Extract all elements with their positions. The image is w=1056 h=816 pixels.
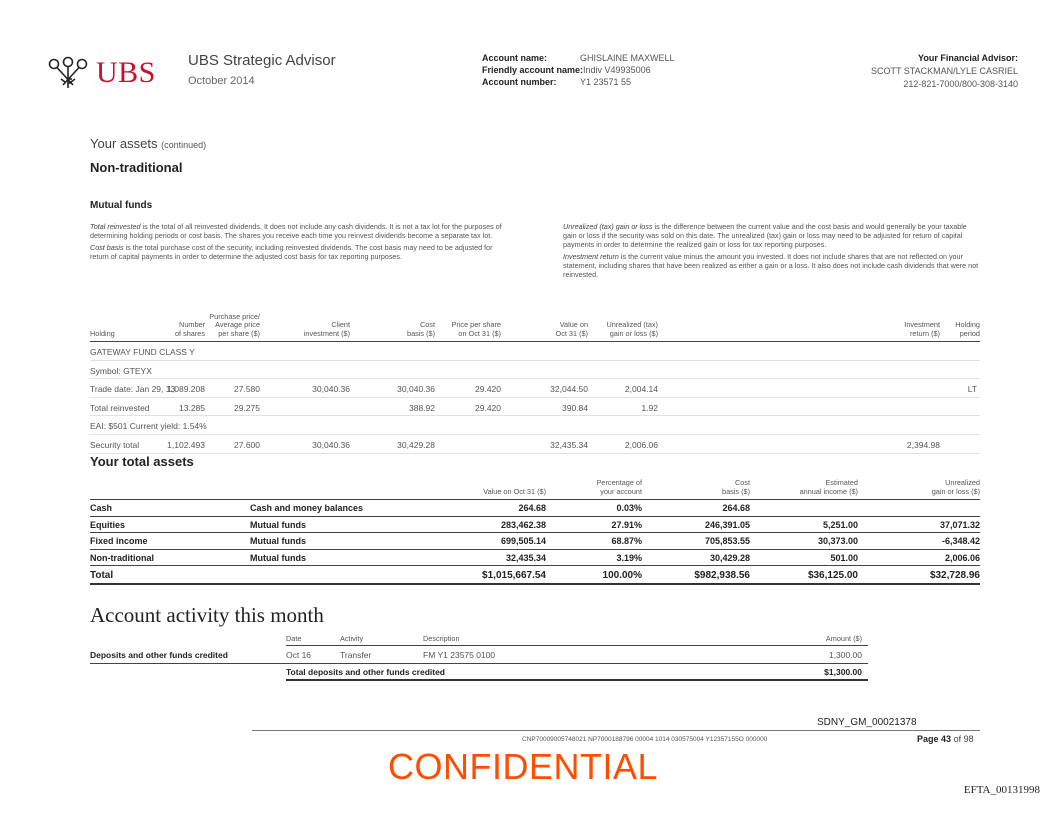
activity-total-label: Total deposits and other funds credited xyxy=(286,667,445,677)
value-cell: 32,435.34 xyxy=(550,439,588,450)
total-gain: $32,728.96 xyxy=(929,570,980,582)
cost-basis-cell: 246,391.05 xyxy=(704,519,750,530)
percentage-cell: 27.91% xyxy=(611,519,642,530)
product-name: UBS Strategic Advisor xyxy=(188,52,336,69)
shares-cell: 13.285 xyxy=(179,402,205,413)
value-cell: 264.68 xyxy=(518,503,546,513)
account-row xyxy=(482,76,675,88)
definition-text: is the current value minus the amount you invested. It does not include shares that are not reflected on your statement, including shares that have been realized as either a gain or a loss. It also does not include cash dividends that were not reinvested. xyxy=(563,252,979,279)
total-assets-header xyxy=(90,474,980,500)
account-label: Account number: xyxy=(482,77,557,87)
col-cost-basis: Cost basis ($) xyxy=(407,320,435,338)
asset-class-row xyxy=(90,550,980,567)
definition-term: Investment return xyxy=(563,252,619,261)
cost-basis-cell: 30,429.28 xyxy=(709,552,750,563)
total-cost-basis: $982,938.56 xyxy=(694,570,750,582)
holding-cell: Total reinvested xyxy=(90,402,150,413)
col-gain: Unrealized (tax) gain or loss ($) xyxy=(606,320,658,338)
value-cell: 32,044.50 xyxy=(550,384,588,395)
percentage-cell: 3.19% xyxy=(616,552,642,563)
activity-header xyxy=(90,632,868,646)
return-cell: 2,394.98 xyxy=(906,439,940,450)
col-holding: Holding xyxy=(90,328,115,338)
col-amount: Amount ($) xyxy=(825,634,862,643)
price-cell: 29.420 xyxy=(475,384,501,395)
total-assets-body xyxy=(90,500,980,566)
section-heading: Non-traditional xyxy=(90,160,183,175)
statement-period: October 2014 xyxy=(188,75,255,87)
activity-total-amount: $1,300.00 xyxy=(824,667,862,677)
percentage-cell: 0.03% xyxy=(616,503,642,513)
cost-basis-cell: 30,429.28 xyxy=(397,439,435,450)
gain-cell: 2,004.14 xyxy=(624,384,658,395)
col-price: Price per share on Oct 31 ($) xyxy=(451,320,501,338)
type-cell: Mutual funds xyxy=(250,519,306,530)
type-cell: Mutual funds xyxy=(250,552,306,563)
definition xyxy=(90,222,502,240)
avg-price-cell: 29.275 xyxy=(234,402,260,413)
definition-term: Unrealized (tax) gain or loss xyxy=(563,222,653,231)
shares-cell: 1,089.208 xyxy=(167,384,205,395)
value-cell: 390.84 xyxy=(562,402,588,413)
col-estimated-income: Estimated annual income ($) xyxy=(799,478,858,496)
definition-term: Total reinvested xyxy=(90,222,141,231)
footer-divider xyxy=(252,730,980,731)
gain-cell: 1.92 xyxy=(641,402,658,413)
income-cell: 501.00 xyxy=(830,552,858,563)
client-investment-cell: 30,040.36 xyxy=(312,439,350,450)
holding-row xyxy=(90,398,980,417)
definition-term: Cost basis xyxy=(90,243,124,252)
shares-cell: 1,102.493 xyxy=(167,439,205,450)
category-cell: Cash xyxy=(90,503,113,513)
confidential-stamp: CONFIDENTIAL xyxy=(388,746,659,787)
income-cell: 30,373.00 xyxy=(817,536,858,547)
ubs-logo xyxy=(46,55,156,91)
holding-row xyxy=(90,379,980,398)
assets-continued: (continued) xyxy=(161,140,207,150)
cost-basis-cell: 388.92 xyxy=(409,402,435,413)
assets-title: Your assets xyxy=(90,136,158,151)
account-label: Account name: xyxy=(482,53,548,63)
col-value: Value on Oct 31 ($) xyxy=(483,486,546,496)
advisor-phone: 212-821-7000/800-308-3140 xyxy=(903,79,1018,89)
col-value: Value on Oct 31 ($) xyxy=(555,320,588,338)
account-value: Indiv V49935006 xyxy=(583,65,651,75)
col-period: Holding period xyxy=(955,320,980,338)
holding-cell: Security total xyxy=(90,439,140,450)
holding-row xyxy=(90,435,980,454)
col-unrealized-gain: Unrealized gain or loss ($) xyxy=(931,478,980,496)
activity-table xyxy=(90,632,868,681)
col-activity: Activity xyxy=(340,634,364,643)
col-client-investment: Client investment ($) xyxy=(303,320,350,338)
advisor-title: Your Financial Advisor: xyxy=(917,53,1018,63)
financial-advisor xyxy=(871,52,1018,91)
account-row xyxy=(482,64,675,76)
logo-wordmark: UBS xyxy=(96,56,156,89)
col-return: Investment return ($) xyxy=(904,320,940,338)
col-percentage: Percentage of your account xyxy=(596,478,642,496)
gain-cell: -6,348.42 xyxy=(941,536,980,547)
account-value: Y1 23571 55 xyxy=(580,77,632,87)
cost-basis-cell: 264.68 xyxy=(722,503,750,513)
income-cell: 5,251.00 xyxy=(822,519,858,530)
activity-type: Transfer xyxy=(340,650,372,660)
client-investment-cell: 30,040.36 xyxy=(312,384,350,395)
page-total: of 98 xyxy=(953,734,974,744)
account-label: Friendly account name: xyxy=(482,65,584,75)
definitions-right xyxy=(563,222,981,282)
cost-basis-cell: 705,853.55 xyxy=(704,536,750,547)
definition xyxy=(563,222,981,249)
gain-cell: 37,071.32 xyxy=(939,519,980,530)
category-cell: Non-traditional xyxy=(90,552,154,563)
total-percentage: 100.00% xyxy=(602,570,642,582)
activity-description: FM Y1 23575 0100 xyxy=(423,650,496,660)
holdings-table xyxy=(90,305,980,454)
account-value: GHISLAINE MAXWELL xyxy=(580,53,675,63)
assets-heading xyxy=(90,136,206,151)
activity-amount: 1,300.00 xyxy=(828,650,862,660)
activity-row xyxy=(90,646,868,664)
holding-cell: Trade date: Jan 29, 13 xyxy=(90,384,176,395)
value-cell: 283,462.38 xyxy=(500,519,546,530)
holding-cell: EAI: $501 Current yield: 1.54% xyxy=(90,421,207,432)
value-cell: 32,435.34 xyxy=(505,552,546,563)
subsection-heading: Mutual funds xyxy=(90,200,153,211)
activity-total-row xyxy=(286,664,868,681)
three-keys-icon xyxy=(46,55,90,91)
col-description: Description xyxy=(423,634,460,643)
price-cell: 29.420 xyxy=(475,402,501,413)
definition-text: is the total of all reinvested dividends. It does not include any cash dividends. It is not a tax lot for the purposes of determining holding periods or cost basis. The shares you receive each time you reinvest dividends become a separate tax lot. xyxy=(90,222,502,240)
holding-cell: GATEWAY FUND CLASS Y xyxy=(90,347,195,357)
gain-cell: 2,006.06 xyxy=(944,552,980,563)
page-current: 43 xyxy=(941,734,952,744)
holding-row xyxy=(90,361,980,380)
holding-row xyxy=(90,416,980,435)
activity-date: Oct 16 xyxy=(286,650,312,660)
holding-row xyxy=(90,342,980,361)
col-date: Date xyxy=(286,634,302,643)
account-row xyxy=(482,52,675,64)
col-avg-price: Purchase price/ Average price per share ($) xyxy=(209,311,260,338)
statement-brand xyxy=(188,52,336,87)
avg-price-cell: 27.600 xyxy=(234,439,260,450)
cost-basis-cell: 30,040.36 xyxy=(397,384,435,395)
holdings-body xyxy=(90,342,980,454)
total-income: $36,125.00 xyxy=(807,570,858,582)
document-code: CNP70009005748021 NP7000188796 00004 1014 030575004 Y12357155O 000000 xyxy=(522,736,768,743)
account-info xyxy=(482,52,675,88)
advisor-name: SCOTT STACKMAN/LYLE CASRIEL xyxy=(870,66,1018,76)
total-label: Total xyxy=(90,570,114,582)
col-cost-basis: Cost basis ($) xyxy=(722,478,750,496)
value-cell: 699,505.14 xyxy=(500,536,546,547)
category-cell: Fixed income xyxy=(90,536,148,547)
definition xyxy=(563,252,981,279)
period-cell: LT xyxy=(967,384,977,395)
bates-number: SDNY_GM_00021378 xyxy=(817,717,917,728)
asset-class-row xyxy=(90,500,980,517)
activity-heading: Account activity this month xyxy=(90,603,324,627)
total-row xyxy=(90,566,980,585)
col-shares: Number of shares xyxy=(174,320,205,338)
holding-cell: Symbol: GTEYX xyxy=(90,365,152,376)
holdings-header xyxy=(90,305,980,342)
definition-text: is the total purchase cost of the security, including reinvested dividends. The cost basis may need to be adjusted for return of capital payments in order to determine the adjusted cost basis for tax reporting purposes. xyxy=(90,243,493,261)
page-number xyxy=(917,734,974,744)
page-label: Page xyxy=(917,734,939,744)
asset-class-row xyxy=(90,517,980,534)
category-cell: Equities xyxy=(90,519,126,530)
definition-text: is the difference between the current value and the cost basis and would generally be your taxable gain or loss if the security was sold on this date. The unrealized (tax) gain or loss may need to be adjusted for return of capital payments in order to determine the realized gain or loss for tax reporting purposes. xyxy=(563,222,967,249)
total-value: $1,015,667.54 xyxy=(482,570,546,582)
percentage-cell: 68.87% xyxy=(611,536,642,547)
activity-category: Deposits and other funds credited xyxy=(90,650,228,660)
efta-number: EFTA_00131998 xyxy=(963,784,1040,796)
definition xyxy=(90,243,502,261)
type-cell: Mutual funds xyxy=(250,536,306,547)
definitions-left xyxy=(90,222,502,264)
asset-class-row xyxy=(90,533,980,550)
gain-cell: 2,006.06 xyxy=(624,439,658,450)
type-cell: Cash and money balances xyxy=(250,503,364,513)
total-assets-heading: Your total assets xyxy=(90,454,194,469)
avg-price-cell: 27.580 xyxy=(234,384,260,395)
total-assets-table xyxy=(90,474,980,585)
